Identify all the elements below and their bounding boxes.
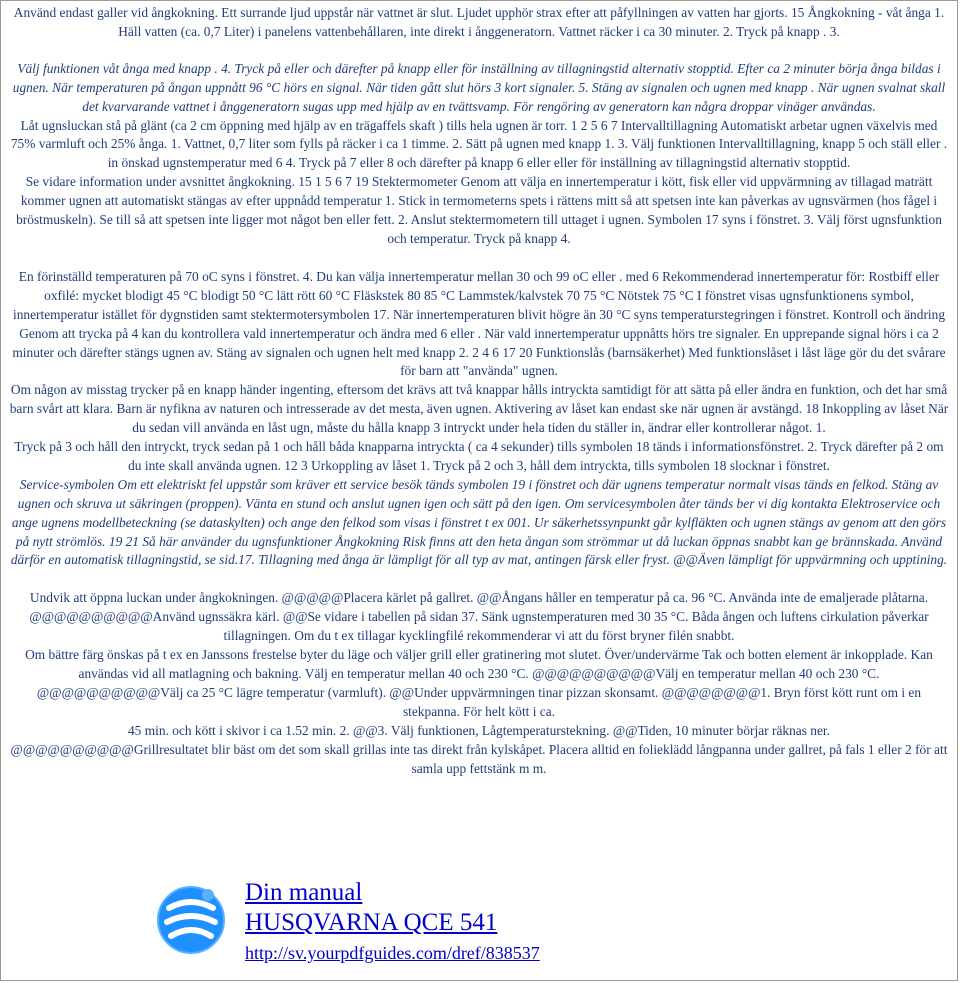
paragraph-10: Om bättre färg önskas på t ex en Janssons frestelse byter du läge och väljer grill eller gratinering mot slutet. Över/undervärme Tak och botten element är inkopplade. Kan användas vid all matlagning och bakning. Välj en temperatur mellan 40 och 230 °C. @@@@@@@@@@Välj en temperatur mellan 40 och 230 °C.: [25, 647, 933, 681]
paragraph-12: 45 min. och kött i skivor i ca 1.52 min. 2. @@3. Välj funktionen, Lågtemperaturstekning. @@Tiden, 10 minuter börjar räknas ner.: [127, 722, 830, 738]
footer: [151, 878, 540, 966]
paragraph-6: Om någon av misstag trycker på en knapp händer ingenting, eftersom det krävs att två knappar hålls intryckta samtidigt för att sätta på eller ändra en funktion, och det har små barn svårt att klara. Barn är nyfikna av naturen och intresserade av det mesta, även ugnen. Aktivering av låset kan endast ske när ugnen är avstängd. 18 Inkoppling av låset När du sedan vill använda en låst ugn, måste du hålla knapp 3 intryckt under hela tiden du ställer in, ändrar eller kontrollerar något. 1.: [9, 382, 949, 436]
paragraph-11: @@@@@@@@@@Välj ca 25 °C lägre temperatur (varmluft). @@Under uppvärmningen tinar pizzan skonsamt. @@@@@@@@1. Bryn först kött runt om i en stekpanna. För helt kött i ca.: [36, 684, 922, 719]
paragraph-13: @@@@@@@@@@Grillresultatet blir bäst om det som skall grillas inte tas direkt från kylskåpet. Placera alltid en folieklädd långpanna under gallret, på fals 1 eller 2 för att samla upp fettstänk m m.: [10, 741, 948, 776]
manual-body-text: [1, 1, 957, 778]
footer-links: [245, 878, 540, 966]
paragraph-9: Undvik att öppna luckan under ångkokningen. @@@@@Placera kärlet på gallret. @@Ångans håller en temperatur på ca. 96 °C. Använda inte de emaljerade plåtarna. @@@@@@@@@@Använd ugnssäkra kärl. @@Se vidare i tabellen på sidan 37. Sänk ugnstemperaturen med 30 35 °C. Båda ången och luftens cirkulation påverkar tillagningen. Om du t ex tillagar kycklingfilé rekommenderar vi att du först bryner filén snabbt.: [29, 590, 929, 644]
manual-link[interactable]: Din manual: [245, 879, 363, 906]
paragraph-1: Använd endast galler vid ångkokning. Ett surrande ljud uppstår när vattnet är slut. Ljudet upphör strax efter att påfyllningen av vatten har gjorts. 15 Ångkokning - våt ånga 1. Häll vatten (ca. 0,7 Liter) i panelens vattenbehållaren, inte direkt i ånggeneratorn. Vattnet räcker i ca 30 minuter. 2. Tryck på knapp . 3.: [13, 5, 945, 39]
paragraph-8: Service-symbolen Om ett elektriskt fel uppstår som kräver ett service besök tänds symbolen 19 i fönstret och där ugnens temperatur normalt visas tänds en felkod. Stäng av ugnen och skruva ut säkringen (proppen). Vänta en stund och anslut ugnen igen och sätt på den igen. Om servicesymbolen åter tänds ber vi dig kontakta Elektroservice och ange ugnens modellbeteckning (se dataskylten) och ange den felkod som visas i fönstret t ex 001. Ur säkerhetssynpunkt går kylfläkten och ugnen stängs av genom att den görs på nytt strömlös. 19 21 Så här använder du ugnsfunktioner Ångkokning Risk finns att den heta ångan som strömmar ut då luckan öppnas snabbt kan ge brännskada. Använd därför en automatisk tillagningstid, se sid.17. Tillagning med ånga är lämpligt för all typ av mat, antingen färsk eller fryst. @@Även lämpligt för uppvärmning och upptining.: [10, 476, 948, 568]
paragraph-3: Låt ugnsluckan stå på glänt (ca 2 cm öppning med hjälp av en trägaffels skaft ) tills hela ugnen är torr. 1 2 5 6 7 Intervalltillagning Automatiskt arbetar ugnen växelvis med 75% varmluft och 25% ånga. 1. Vattnet, 0,7 liter som fylls på räcker i ca 1 timme. 2. Sätt på ugnen med knapp 1. 3. Välj funktionen Intervalltillagning, knapp 5 och ställ eller . in önskad ugnstemperatur med 6 4. Tryck på 7 eller 8 och därefter på knapp 6 eller eller för inställning av tillagningstid alternativ stopptid.: [10, 117, 948, 171]
paragraph-4: Se vidare information under avsnittet ångkokning. 15 1 5 6 7 19 Stektermometer Genom att välja en innertemperatur i kött, fisk eller vid uppvärmning av tillagad maträtt kommer ugnen att automatiskt stängas av efter uppnådd temperatur 1. Stick in termometerns spets i rättens mitt så att spetsen inte kan påverkas av ugnsvärmen (hos fågel i bröstmuskeln). Se till så att spetsen inte ligger mot något ben eller fett. 2. Anslut stektermometern till uttaget i ugnen. Symbolen 17 syns i fönstret. 3. Välj först ugnsfunktion och temperatur. Tryck på knapp 4.: [16, 174, 942, 246]
url-link[interactable]: http://sv.yourpdfguides.com/dref/838537: [245, 943, 540, 963]
yourpdfguides-logo-icon: [151, 878, 231, 958]
model-link[interactable]: HUSQVARNA QCE 541: [245, 909, 498, 936]
paragraph-2: Välj funktionen våt ånga med knapp . 4. Tryck på eller och därefter på knapp eller för inställning av tillagningstid alternativ stopptid. Efter ca 2 minuter börja ånga bildas i ugnen. När temperaturen på ångan uppnått 96 °C hörs en signal. När tiden gått slut hörs 3 kort signaler. 5. Stäng av signalen och ugnen med knapp . När ugnen svalnat skall det kvarvarande vattnet i ånggeneratorn sugas upp med hjälp av en tvättsvamp. För rengöring av generatorn kan några droppar vinäger användas.: [12, 60, 946, 114]
paragraph-7: Tryck på 3 och håll den intryckt, tryck sedan på 1 och håll båda knapparna intryckta ( ca 4 sekunder) tills symbolen 18 tänds i informationsfönstret. 2. Tryck därefter på 2 om du inte skall använda ugnen. 12 3 Urkoppling av låset 1. Tryck på 2 och 3, håll dem intryckta, tills symbolen 18 slocknar i fönstret.: [14, 439, 944, 473]
paragraph-5: En förinställd temperaturen på 70 oC syns i fönstret. 4. Du kan välja innertemperatur mellan 30 och 99 oC eller . med 6 Rekommenderad innertemperatur för: Rostbiff eller oxfilé: mycket blodigt 45 °C blodigt 50 °C lätt rött 60 °C Fläskstek 80 85 °C Lammstek/kalvstek 70 75 °C Nötstek 75 °C I fönstret visas ugnsfunktionens symbol, innertemperatur istället för dygnstiden samt stektermotersymbolen 17. När innertemperaturen blivit högre än 30 °C syns temperaturstegringen i fönstret. Kontroll och ändring Genom att trycka på 4 kan du kontrollera vald innertemperatur och ändra med 6 eller . När vald innertemperatur uppnåtts hörs tre signaler. En upprepande signal hörs i ca 2 minuter och därefter stängs ugnen av. Stäng av signalen och ugnen helt med knapp 2. 2 4 6 17 20 Funktionslås (barnsäkerhet) Med funktionslåset i låst läge gör du det svårare för barn att "använda" ugnen.: [12, 268, 946, 379]
